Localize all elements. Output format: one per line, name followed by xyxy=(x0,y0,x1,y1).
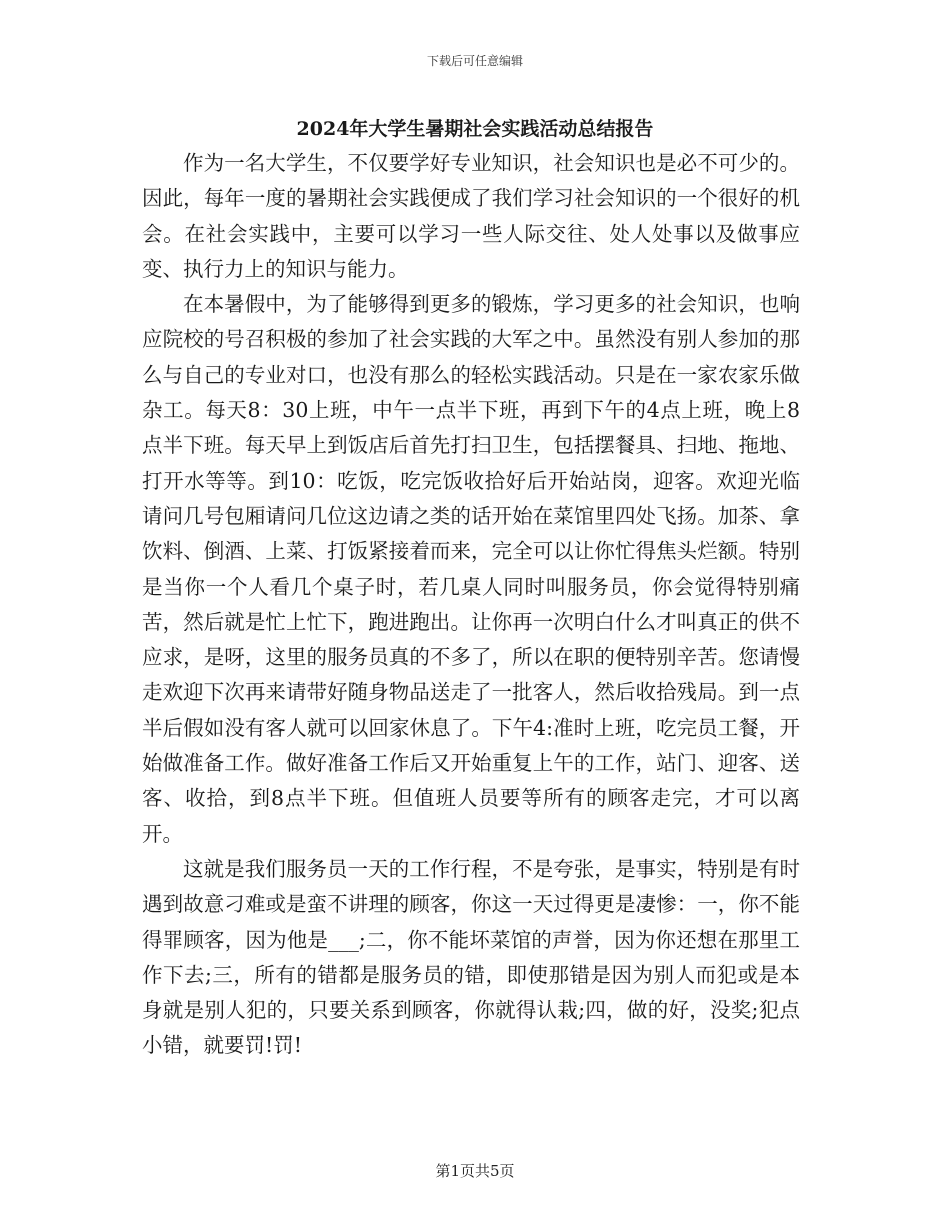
document-body xyxy=(142,146,800,1064)
paragraph-1: 作为一名大学生，不仅要学好专业知识，社会知识也是必不可少的。因此，每年一度的暑期社会实践便成了我们学习社会知识的一个很好的机会。在社会实践中，主要可以学习一些人际交往、处人处事以及做事应变、执行力上的知识与能力。 xyxy=(142,151,800,281)
page-header: 下载后可任意编辑 xyxy=(426,54,523,68)
document-title: 2024年大学生暑期社会实践活动总结报告 xyxy=(296,118,654,140)
paragraph-3: 这就是我们服务员一天的工作行程，不是夸张，是事实，特别是有时遇到故意刁难或是蛮不讲理的顾客，你这一天过得更是凄惨：一，你不能得罪顾客，因为他是___;二，你不能坏菜馆的声誉，因为你还想在那里工作下去;三，所有的错都是服务员的错，即使那错是因为别人而犯或是本身就是别人犯的，只要关系到顾客，你就得认栽;四，做的好，没奖;犯点小错，就要罚!罚! xyxy=(142,856,800,1058)
paragraph-2: 在本暑假中，为了能够得到更多的锻炼，学习更多的社会知识，也响应院校的号召积极的参加了社会实践的大军之中。虽然没有别人参加的那么与自己的专业对口，也没有那么的轻松实践活动。只是在一家农家乐做杂工。每天8：30上班，中午一点半下班，再到下午的4点上班，晚上8点半下班。每天早上到饭店后首先打扫卫生，包括摆餐具、扫地、拖地、打开水等等。到10：吃饭，吃完饭收拾好后开始站岗，迎客。欢迎光临请问几号包厢请问几位这边请之类的话开始在菜馆里四处飞扬。加茶、拿饮料、倒酒、上菜、打饭紧接着而来，完全可以让你忙得焦头烂额。特别是当你一个人看几个桌子时，若几桌人同时叫服务员，你会觉得特别痛苦，然后就是忙上忙下，跑进跑出。让你再一次明白什么才叫真正的供不应求，是呀，这里的服务员真的不多了，所以在职的便特别辛苦。您请慢走欢迎下次再来请带好随身物品送走了一批客人，然后收拾残局。到一点半后假如没有客人就可以回家休息了。下午4:准时上班，吃完员工餐，开始做准备工作。做好准备工作后又开始重复上午的工作，站门、迎客、送客、收拾，到8点半下班。但值班人员要等所有的顾客走完，才可以离开。 xyxy=(142,292,800,846)
page-number: 第1页共5页 xyxy=(435,1162,515,1180)
